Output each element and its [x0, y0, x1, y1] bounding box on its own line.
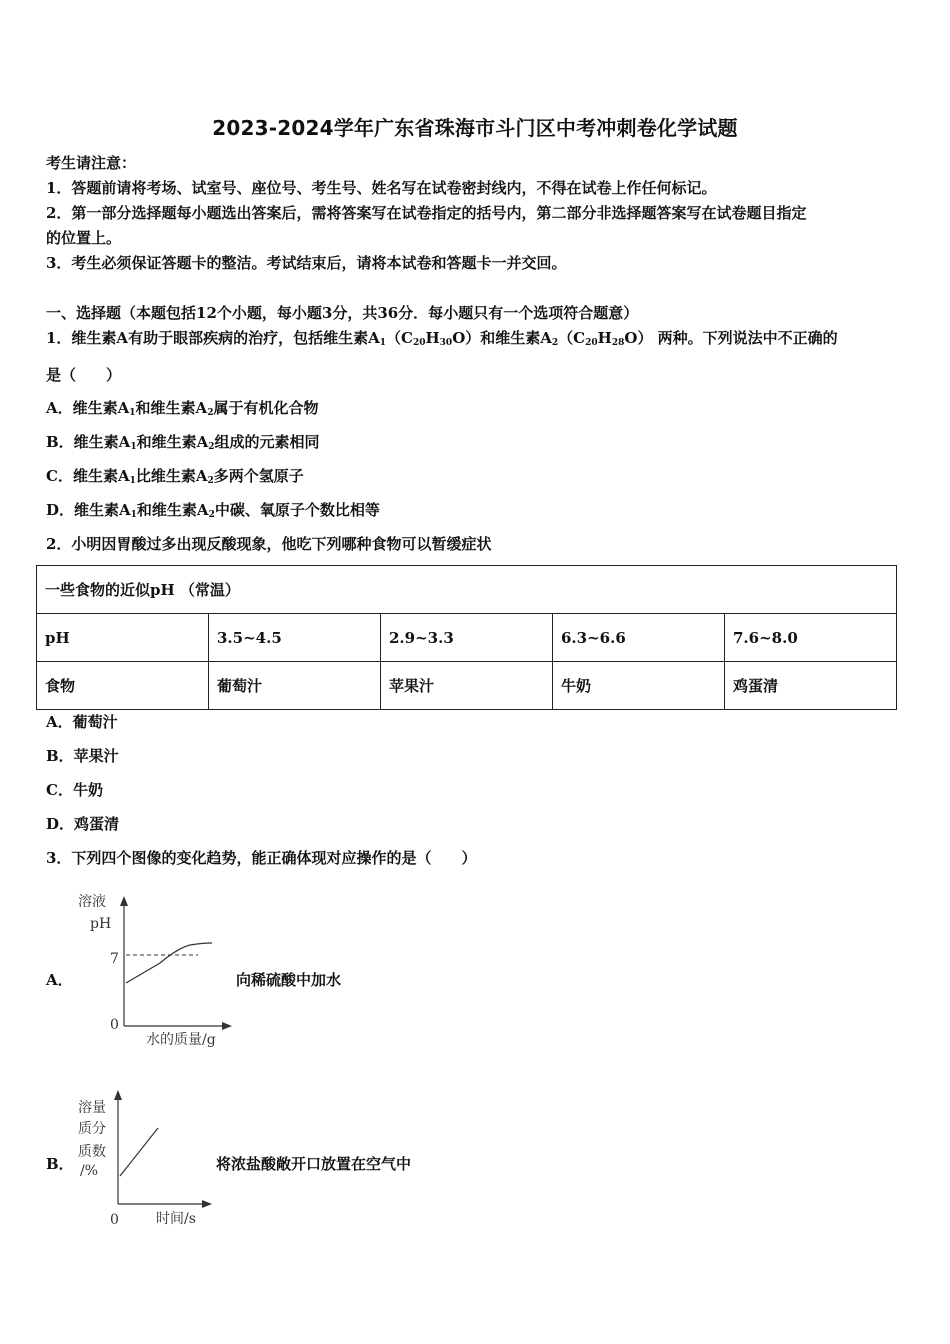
table-cell: 2.9~3.3 [381, 614, 553, 662]
graph-a-curve [126, 943, 212, 983]
graph-b-x-arrow [202, 1200, 212, 1208]
q1-option-a[interactable]: A．维生素$A_1$和维生素$A_2$属于有机化合物 [46, 399, 319, 418]
table-row [37, 566, 897, 614]
page-title: 2023-2024学年广东省珠海市斗门区中考冲刺卷化学试题 [212, 116, 738, 140]
graph-b-ylabel-4: /% [80, 1163, 99, 1179]
q1-option-b[interactable]: B．维生素$A_1$和维生素$A_2$组成的元素相同 [46, 433, 320, 452]
table-caption: 一些食物的近似pH （常温） [37, 566, 897, 614]
notice-heading: 考生请注意： [46, 154, 137, 172]
graph-b-curve [120, 1128, 158, 1176]
table-cell: 6.3~6.6 [553, 614, 725, 662]
table-cell: 7.6~8.0 [725, 614, 897, 662]
notice-item-2-cont: 的位置上。 [46, 229, 122, 247]
q1-option-d[interactable]: D．维生素$A_1$和维生素$A_2$中碳、氧原子个数比相等 [46, 501, 380, 520]
q3-stem: 3．下列四个图像的变化趋势，能正确体现对应操作的是（ ） [46, 849, 477, 867]
ph-table [36, 565, 897, 710]
q2-option-d[interactable]: D．鸡蛋清 [46, 815, 120, 833]
q1-stem-line1: 1．维生素A有助于眼部疾病的治疗，包括维生素$A_1(C_{20}H_{30}O)$和维生素$A_2(C_{20}H_{28}O)$ 两种。下列说法中不正确的 [46, 329, 838, 348]
table-cell: 食物 [37, 662, 209, 710]
graph-a-ylabel-2: pH [90, 916, 112, 932]
graph-b-ylabel-1: 溶量 [78, 1100, 106, 1116]
graph-b-xlabel: 时间/s [156, 1211, 196, 1227]
graph-b-ylabel-3: 质数 [78, 1144, 106, 1160]
graph-a-tick-7: 7 [110, 951, 119, 967]
graph-b [70, 1080, 240, 1240]
graph-a-origin: 0 [110, 1017, 119, 1033]
graph-a-xlabel: 水的质量/g [146, 1032, 216, 1048]
graph-a [70, 888, 240, 1048]
graph-a-y-arrow [120, 896, 128, 906]
table-cell: 葡萄汁 [209, 662, 381, 710]
table-cell: 3.5~4.5 [209, 614, 381, 662]
graph-a-ylabel-1: 溶液 [78, 894, 106, 910]
q2-option-a[interactable]: A．葡萄汁 [46, 713, 118, 731]
notice-item-2: 2．第一部分选择题每小题选出答案后，需将答案写在试卷指定的括号内，第二部分非选择题答案写在试卷题目指定 [46, 204, 807, 222]
graph-a-x-arrow [222, 1022, 232, 1030]
section-heading: 一、选择题（本题包括12个小题，每小题3分，共36分．每小题只有一个选项符合题意） [46, 304, 639, 322]
q3-option-b-label[interactable]: B． [46, 1155, 74, 1173]
q1-option-c[interactable]: C．维生素$A_1$比维生素$A_2$多两个氢原子 [46, 467, 304, 486]
graph-b-ylabel-2: 质分 [78, 1121, 106, 1137]
table-row [37, 662, 897, 710]
q2-option-b[interactable]: B．苹果汁 [46, 747, 119, 765]
q3-option-a-label[interactable]: A． [46, 971, 73, 989]
table-cell: pH [37, 614, 209, 662]
graph-b-y-arrow [114, 1090, 122, 1100]
table-cell: 鸡蛋清 [725, 662, 897, 710]
graph-a-desc: 向稀硫酸中加水 [236, 971, 342, 989]
graph-b-origin: 0 [110, 1212, 119, 1228]
q2-stem: 2．小明因胃酸过多出现反酸现象，他吃下列哪种食物可以暂缓症状 [46, 535, 492, 553]
q1-stem-line2: 是（ ） [46, 366, 122, 384]
notice-item-1: 1．答题前请将考场、试室号、座位号、考生号、姓名写在试卷密封线内，不得在试卷上作任何标记。 [46, 179, 717, 197]
table-cell: 苹果汁 [381, 662, 553, 710]
q2-option-c[interactable]: C．牛奶 [46, 781, 103, 799]
graph-b-desc: 将浓盐酸敞开口放置在空气中 [216, 1155, 412, 1173]
table-row [37, 614, 897, 662]
notice-item-3: 3．考生必须保证答题卡的整洁。考试结束后，请将本试卷和答题卡一并交回。 [46, 254, 567, 272]
table-cell: 牛奶 [553, 662, 725, 710]
